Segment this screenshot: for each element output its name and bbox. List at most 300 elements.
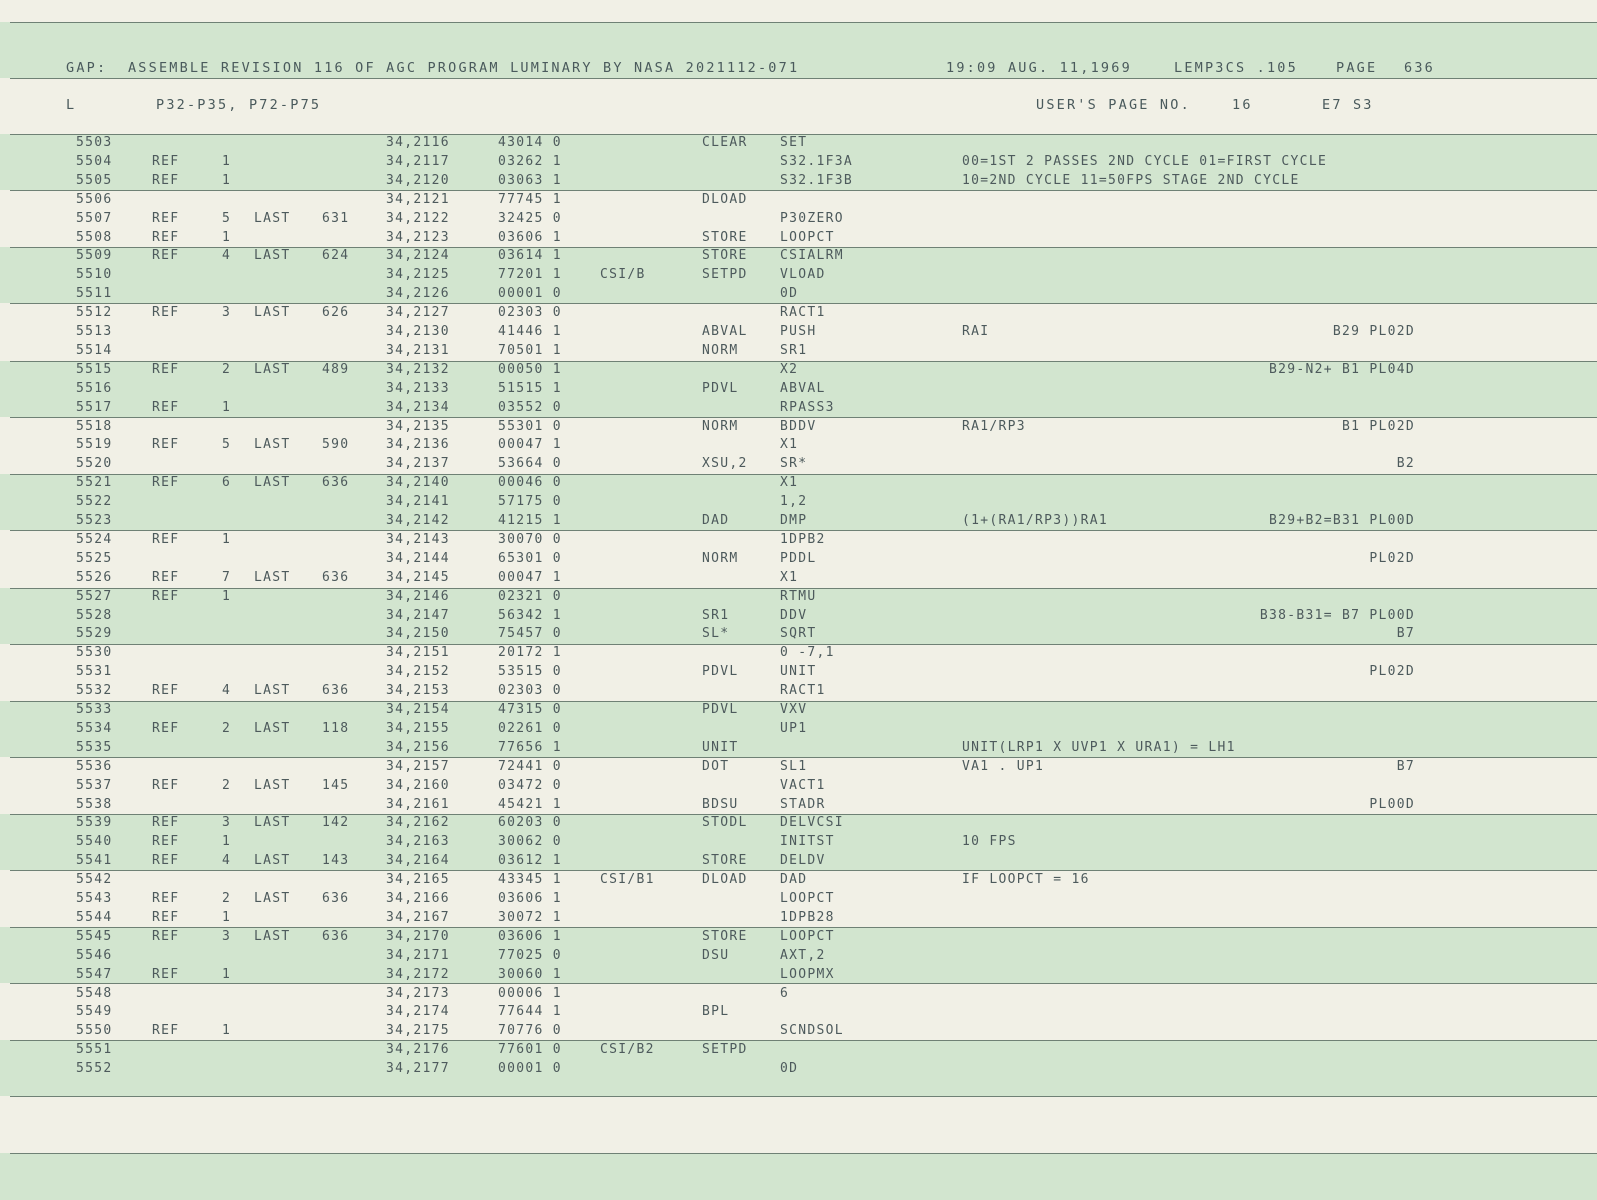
listing-row [0,247,1597,266]
ref-count: 1 [222,531,232,547]
listing-row [0,720,1597,739]
opcode: STORE [702,229,748,245]
last-page: 636 [322,928,350,944]
operand: P30ZERO [780,210,844,226]
operand: 1DPB2 [780,531,826,547]
ref-count: 3 [222,305,232,321]
line-number: 5519 [76,437,113,453]
address: 34,2120 [386,172,450,188]
octal-word: 57175 0 [498,494,562,510]
operand: LOOPCT [780,229,835,245]
line-number: 5545 [76,928,113,944]
listing-row [0,1060,1597,1079]
line-number: 5531 [76,664,113,680]
octal-word: 00001 0 [498,286,562,302]
address: 34,2147 [386,607,450,623]
last-label: LAST [254,891,291,906]
octal-word: 30070 0 [498,531,562,547]
operand: DMP [780,513,808,528]
last-label: LAST [254,928,291,944]
operand: INITST [780,834,835,850]
ref-label: REF [152,1023,180,1039]
comment: VA1 . UP1 [962,758,1045,774]
opcode: PDVL [702,702,739,717]
last-page: 631 [322,210,350,226]
comment: (1+(RA1/RP3))RA1 [962,513,1109,528]
opcode: SETPD [702,1042,748,1058]
address: 34,2171 [386,947,450,963]
listing-row [0,607,1597,626]
rule [10,78,1597,79]
address: 34,2144 [386,550,450,566]
ref-count: 2 [222,720,232,736]
location-label: CSI/B [600,267,646,283]
listing-row [0,625,1597,644]
scaling: B29 PL02D [1332,324,1415,339]
octal-word: 03063 1 [498,172,562,188]
opcode: XSU,2 [702,456,748,472]
octal-word: 02303 0 [498,305,562,321]
opcode: CLEAR [702,135,748,150]
octal-word: 77644 1 [498,1004,562,1020]
last-page: 636 [322,569,350,585]
ref-count: 4 [222,683,232,699]
operand: X1 [780,475,799,491]
opcode: SR1 [702,607,730,623]
opcode: DOT [702,758,730,774]
comment: RAI [962,324,990,339]
ref-count: 6 [222,475,232,491]
listing-row [0,380,1597,399]
line-number: 5533 [76,702,113,717]
listing-row [0,512,1597,531]
opcode: DSU [702,947,730,963]
page-label: PAGE [1336,60,1378,76]
listing-row [0,134,1597,153]
address: 34,2134 [386,399,450,415]
ref-label: REF [152,834,180,850]
octal-word: 75457 0 [498,626,562,642]
ref-count: 1 [222,909,232,925]
octal-word: 30062 0 [498,834,562,850]
ref-count: 2 [222,361,232,377]
last-page: 142 [322,815,350,831]
line-number: 5523 [76,513,113,528]
operand: 0 -7,1 [780,645,835,661]
ref-label: REF [152,569,180,585]
column-marker: L [66,97,77,113]
section-title: P32-P35, P72-P75 [156,97,322,113]
address: 34,2165 [386,872,450,888]
line-number: 5509 [76,248,113,264]
operand: DELDV [780,853,826,869]
octal-word: 03262 1 [498,153,562,169]
address: 34,2137 [386,456,450,472]
address: 34,2121 [386,191,450,207]
last-label: LAST [254,210,291,226]
octal-word: 43014 0 [498,135,562,150]
operand: RACT1 [780,683,826,699]
ref-label: REF [152,853,180,869]
listing-row [0,342,1597,361]
line-number: 5530 [76,645,113,661]
ref-count: 1 [222,966,232,982]
ref-label: REF [152,928,180,944]
octal-word: 03472 0 [498,777,562,793]
address: 34,2167 [386,909,450,925]
opcode: NORM [702,550,739,566]
listing-row [0,361,1597,380]
address: 34,2133 [386,380,450,396]
rule [10,1096,1597,1097]
ref-label: REF [152,588,180,604]
listing-row [0,701,1597,720]
address: 34,2126 [386,286,450,302]
operand: AXT,2 [780,947,826,963]
line-number: 5540 [76,834,113,850]
line-number: 5547 [76,966,113,982]
last-page: 145 [322,777,350,793]
line-number: 5536 [76,758,113,774]
listing-row [0,814,1597,833]
octal-word: 72441 0 [498,758,562,774]
listing-row [0,796,1597,815]
address: 34,2132 [386,361,450,377]
octal-word: 00001 0 [498,1061,562,1077]
scaling: B7 [1396,758,1415,774]
line-number: 5542 [76,872,113,888]
address: 34,2172 [386,966,450,982]
address: 34,2143 [386,531,450,547]
operand: SQRT [780,626,817,642]
operand: 0D [780,286,799,302]
octal-word: 77656 1 [498,739,562,755]
address: 34,2164 [386,853,450,869]
address: 34,2156 [386,739,450,755]
last-label: LAST [254,683,291,699]
operand: RACT1 [780,305,826,321]
octal-word: 02261 0 [498,720,562,736]
line-number: 5551 [76,1042,113,1058]
address: 34,2145 [386,569,450,585]
ref-label: REF [152,361,180,377]
listing-row [0,1041,1597,1060]
octal-word: 41215 1 [498,513,562,528]
line-number: 5539 [76,815,113,831]
address: 34,2123 [386,229,450,245]
users-page-number: 16 [1232,97,1253,113]
opcode: STORE [702,928,748,944]
operand: 1DPB28 [780,909,835,925]
octal-word: 00050 1 [498,361,562,377]
octal-word: 53664 0 [498,456,562,472]
listing-row [0,833,1597,852]
listing-row [0,985,1597,1004]
operand: 0D [780,1061,799,1077]
line-number: 5522 [76,494,113,510]
octal-word: 00047 1 [498,569,562,585]
address: 34,2150 [386,626,450,642]
operand: SR* [780,456,808,472]
listing-row [0,172,1597,191]
line-number: 5541 [76,853,113,869]
opcode: BPL [702,1004,730,1020]
operand: S32.1F3B [780,172,854,188]
octal-word: 60203 0 [498,815,562,831]
comment: 00=1ST 2 PASSES 2ND CYCLE 01=FIRST CYCLE [962,153,1328,169]
listing-row [0,304,1597,323]
operand: LOOPCT [780,928,835,944]
octal-word: 00047 1 [498,437,562,453]
last-label: LAST [254,305,291,321]
opcode: STODL [702,815,748,831]
listing-row [0,644,1597,663]
address: 34,2177 [386,1061,450,1077]
listing-row [0,928,1597,947]
scaling: PL02D [1369,550,1415,566]
last-label: LAST [254,720,291,736]
listing-row [0,418,1597,437]
octal-word: 32425 0 [498,210,562,226]
octal-word: 20172 1 [498,645,562,661]
address: 34,2176 [386,1042,450,1058]
listing-row [0,531,1597,550]
address: 34,2117 [386,153,450,169]
address: 34,2131 [386,342,450,358]
octal-word: 03612 1 [498,853,562,869]
scaling: B38-B31= B7 PL00D [1259,607,1415,623]
operand: PDDL [780,550,817,566]
octal-word: 70501 1 [498,342,562,358]
line-number: 5544 [76,909,113,925]
operand: CSIALRM [780,248,844,264]
operand: X1 [780,437,799,453]
octal-word: 03606 1 [498,229,562,245]
operand: X2 [780,361,799,377]
ref-label: REF [152,210,180,226]
ref-count: 3 [222,815,232,831]
listing-row [0,947,1597,966]
location-label: CSI/B1 [600,872,655,888]
operand: RTMU [780,588,817,604]
last-label: LAST [254,853,291,869]
octal-word: 00006 1 [498,985,562,1001]
opcode: DLOAD [702,872,748,888]
line-number: 5538 [76,796,113,812]
listing-row [0,153,1597,172]
ref-label: REF [152,720,180,736]
opcode: ABVAL [702,324,748,339]
address: 34,2173 [386,985,450,1001]
octal-word: 03614 1 [498,248,562,264]
line-number: 5511 [76,286,113,302]
operand: LOOPCT [780,891,835,906]
octal-word: 02321 0 [498,588,562,604]
ref-label: REF [152,153,180,169]
address: 34,2140 [386,475,450,491]
line-number: 5518 [76,418,113,434]
opcode: UNIT [702,739,739,755]
ref-label: REF [152,248,180,264]
line-number: 5543 [76,891,113,906]
operand: UNIT [780,664,817,680]
rule [10,22,1597,23]
listing-row [0,966,1597,985]
last-page: 636 [322,475,350,491]
line-number: 5510 [76,267,113,283]
operand: VACT1 [780,777,826,793]
opcode: NORM [702,342,739,358]
last-page: 636 [322,891,350,906]
listing-row [0,285,1597,304]
address: 34,2124 [386,248,450,264]
listing-row [0,550,1597,569]
operand: DAD [780,872,808,888]
last-label: LAST [254,437,291,453]
listing-name: LEMP3CS .105 [1174,60,1298,76]
opcode: SETPD [702,267,748,283]
octal-word: 51515 1 [498,380,562,396]
address: 34,2146 [386,588,450,604]
scaling: B2 [1396,456,1415,472]
ref-count: 3 [222,928,232,944]
ref-count: 1 [222,399,232,415]
last-label: LAST [254,361,291,377]
comment: UNIT(LRP1 X UVP1 X URA1) = LH1 [962,739,1236,755]
address: 34,2116 [386,135,450,150]
listing-row [0,191,1597,210]
address: 34,2162 [386,815,450,831]
scaling: B29+B2=B31 PL00D [1268,513,1415,528]
ref-label: REF [152,475,180,491]
line-number: 5504 [76,153,113,169]
octal-word: 56342 1 [498,607,562,623]
last-page: 143 [322,853,350,869]
section-code: E7 S3 [1322,97,1374,113]
ref-label: REF [152,966,180,982]
octal-word: 47315 0 [498,702,562,717]
operand: 1,2 [780,494,808,510]
line-number: 5534 [76,720,113,736]
address: 34,2163 [386,834,450,850]
address: 34,2127 [386,305,450,321]
ref-count: 5 [222,437,232,453]
line-number: 5503 [76,135,113,150]
octal-word: 65301 0 [498,550,562,566]
address: 34,2130 [386,324,450,339]
ref-label: REF [152,437,180,453]
line-number: 5527 [76,588,113,604]
operand: VXV [780,702,808,717]
ref-count: 2 [222,891,232,906]
opcode: DLOAD [702,191,748,207]
line-number: 5529 [76,626,113,642]
address: 34,2175 [386,1023,450,1039]
listing-row [0,663,1597,682]
line-number: 5549 [76,1004,113,1020]
line-number: 5526 [76,569,113,585]
address: 34,2151 [386,645,450,661]
line-number: 5506 [76,191,113,207]
scaling: B29-N2+ B1 PL04D [1268,361,1415,377]
ref-count: 1 [222,153,232,169]
line-number: 5524 [76,531,113,547]
operand: X1 [780,569,799,585]
address: 34,2142 [386,513,450,528]
comment: RA1/RP3 [962,418,1026,434]
line-number: 5552 [76,1061,113,1077]
line-number: 5508 [76,229,113,245]
line-number: 5550 [76,1023,113,1039]
ref-count: 1 [222,1023,232,1039]
operand: PUSH [780,324,817,339]
last-page: 626 [322,305,350,321]
operand: RPASS3 [780,399,835,415]
address: 34,2154 [386,702,450,717]
users-page-label: USER'S PAGE NO. [1036,97,1191,113]
address: 34,2125 [386,267,450,283]
line-number: 5521 [76,475,113,491]
operand: S32.1F3A [780,153,854,169]
page-number: 636 [1404,60,1435,76]
operand: SL1 [780,758,808,774]
operand: UP1 [780,720,808,736]
ref-label: REF [152,531,180,547]
operand: LOOPMX [780,966,835,982]
operand: STADR [780,796,826,812]
ref-count: 1 [222,834,232,850]
listing-row [0,777,1597,796]
line-number: 5516 [76,380,113,396]
rule [10,1153,1597,1154]
line-number: 5532 [76,683,113,699]
opcode: PDVL [702,664,739,680]
line-number: 5548 [76,985,113,1001]
listing-row [0,739,1597,758]
octal-word: 53515 0 [498,664,562,680]
line-number: 5507 [76,210,113,226]
address: 34,2135 [386,418,450,434]
line-number: 5517 [76,399,113,415]
listing-row [0,890,1597,909]
location-label: CSI/B2 [600,1042,655,1058]
listing-row [0,323,1597,342]
last-page: 489 [322,361,350,377]
octal-word: 03552 0 [498,399,562,415]
last-page: 624 [322,248,350,264]
ref-label: REF [152,777,180,793]
ref-count: 4 [222,248,232,264]
operand: DDV [780,607,808,623]
octal-word: 43345 1 [498,872,562,888]
scaling: B7 [1396,626,1415,642]
address: 34,2157 [386,758,450,774]
listing-row [0,399,1597,418]
ref-count: 2 [222,777,232,793]
last-label: LAST [254,475,291,491]
opcode: STORE [702,853,748,869]
last-label: LAST [254,777,291,793]
ref-count: 1 [222,229,232,245]
line-number: 5525 [76,550,113,566]
ref-count: 7 [222,569,232,585]
address: 34,2174 [386,1004,450,1020]
opcode: SL* [702,626,730,642]
line-number: 5514 [76,342,113,358]
listing-row [0,229,1597,248]
ref-count: 1 [222,588,232,604]
line-number: 5520 [76,456,113,472]
